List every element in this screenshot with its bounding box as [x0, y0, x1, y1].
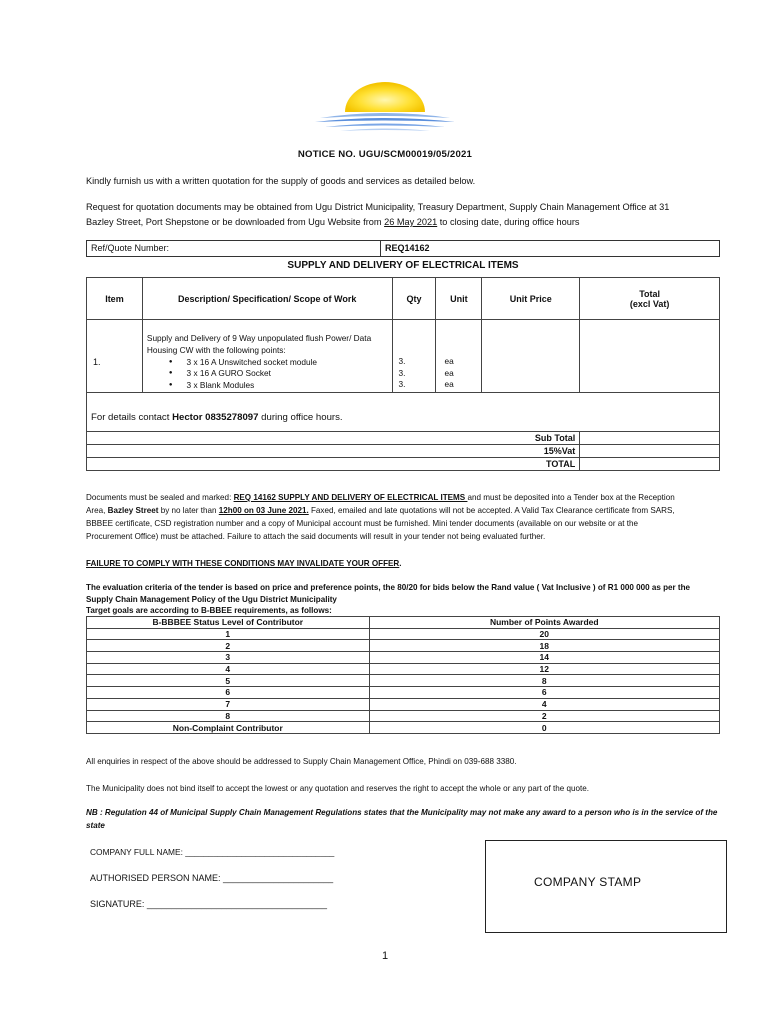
- bbbee-points: 4: [369, 698, 719, 710]
- header-total-line2: (excl Vat): [629, 298, 670, 309]
- vat-value: [580, 444, 720, 457]
- enquiries-text: All enquiries in respect of the above should be addressed to Supply Chain Management Office, Phindi on 039-688 3380.: [86, 757, 517, 766]
- bbbee-header-level: B-BBBEE Status Level of Contributor: [87, 617, 370, 629]
- row-total: [580, 320, 720, 393]
- company-stamp-label: COMPANY STAMP: [534, 875, 642, 889]
- bbbee-level: 5: [87, 675, 370, 687]
- table-row: [87, 698, 720, 710]
- nb-line-1: NB : Regulation 44 of Municipal Supply Chain Management Regulations states that the Municipality may not make any award to a person who is in the service of the: [86, 808, 718, 817]
- request-line-2-post: to closing date, during office hours: [437, 217, 580, 227]
- row-unit: [436, 320, 482, 393]
- list-item: ● 3 x 16 A GURO Socket: [169, 368, 392, 380]
- bbbee-level: Non-Complaint Contributor: [87, 722, 370, 734]
- unit-value: ea: [444, 355, 454, 366]
- evaluation-text: [86, 582, 726, 617]
- table-row: [87, 675, 720, 687]
- documents-line-1: [86, 491, 726, 504]
- bbbee-points: 6: [369, 687, 719, 699]
- nb-line-2: state: [86, 821, 105, 830]
- bbbee-table: [86, 616, 720, 734]
- subtotal-value: [580, 431, 720, 444]
- documents-deadline: 12h00 on 03 June 2021.: [218, 506, 309, 515]
- details-cell: [87, 392, 720, 431]
- company-stamp-box: [485, 840, 727, 933]
- bbbee-header-points: Number of Points Awarded: [369, 617, 719, 629]
- desc-line-1: Supply and Delivery of 9 Way unpopulated flush Power/ Data: [146, 333, 372, 343]
- row-unit-price: [482, 320, 580, 393]
- bbbee-level: 4: [87, 663, 370, 675]
- table-header-row: [87, 278, 720, 320]
- documents-line-2: [86, 504, 726, 517]
- evaluation-line-3: Target goals are according to B-BBEE requirements, as follows:: [86, 606, 332, 615]
- quotation-table: [86, 277, 720, 471]
- bbbee-points: 18: [369, 640, 719, 652]
- bbbee-level: 6: [87, 687, 370, 699]
- documents-l2-mid: by no later than: [158, 506, 219, 515]
- documents-l1-pre: Documents must be sealed and marked:: [86, 493, 234, 502]
- bbbee-level: 2: [87, 640, 370, 652]
- row-qty: [392, 320, 436, 393]
- documents-l2-pre: Area,: [86, 506, 108, 515]
- company-name-field: COMPANY FULL NAME: ________________________________: [90, 847, 335, 857]
- header-description: Description/ Specification/ Scope of Work: [142, 278, 392, 320]
- subtotal-label: Sub Total: [87, 431, 580, 444]
- documents-text: [86, 491, 726, 543]
- documents-line-3: BBBEE certificate, CSD registration number and a copy of Municipal account must be furnished. Mini tender documents (available on our website or at the: [86, 519, 639, 528]
- total-label: TOTAL: [87, 457, 580, 470]
- request-text: [86, 200, 726, 230]
- request-date: 26 May 2021: [384, 217, 438, 227]
- failure-text: FAILURE TO COMPLY WITH THESE CONDITIONS MAY INVALIDATE YOUR OFFER: [86, 559, 400, 568]
- bbbee-points: 14: [369, 652, 719, 664]
- nb-regulation-text: [86, 806, 726, 832]
- ref-quote-box: [86, 240, 720, 257]
- qty-value: 3.: [398, 367, 406, 378]
- documents-l1-post: and must be deposited into a Tender box at the Reception: [467, 493, 675, 502]
- request-line-1: Request for quotation documents may be obtained from Ugu District Municipality, Treasury Department, Supply Chain Management Office at 31: [86, 202, 670, 212]
- qty-value: 3.: [398, 379, 406, 390]
- authorised-person-field: AUTHORISED PERSON NAME: ______________________: [90, 873, 334, 883]
- request-line-2: [86, 215, 726, 230]
- vat-row: [87, 444, 720, 457]
- supply-title: SUPPLY AND DELIVERY OF ELECTRICAL ITEMS: [287, 260, 519, 271]
- bbbee-level: 7: [87, 698, 370, 710]
- header-unit: Unit: [436, 278, 482, 320]
- details-pre: For details contact: [91, 412, 173, 424]
- page-number: 1: [381, 950, 389, 962]
- table-row: [87, 710, 720, 722]
- unit-value: ea: [444, 379, 454, 390]
- header-qty: Qty: [392, 278, 436, 320]
- table-row: [87, 722, 720, 734]
- header-total-line1: Total: [639, 288, 661, 299]
- list-item: ● 3 x Blank Modules: [169, 380, 392, 392]
- ref-label: Ref/Quote Number:: [87, 241, 381, 256]
- table-row: [87, 663, 720, 675]
- documents-street: Bazley Street: [107, 506, 159, 515]
- documents-reference: REQ 14162 SUPPLY AND DELIVERY OF ELECTRICAL ITEMS: [233, 493, 468, 502]
- table-row: [87, 652, 720, 664]
- table-row: [87, 320, 720, 393]
- bbbee-points: 2: [369, 710, 719, 722]
- bbbee-points: 8: [369, 675, 719, 687]
- desc-bullets: [147, 357, 392, 392]
- bbbee-header-row: [87, 617, 720, 629]
- details-contact: Hector 0835278097: [172, 412, 259, 424]
- signature-field: SIGNATURE: ____________________________________: [90, 899, 328, 909]
- subtotal-row: [87, 431, 720, 444]
- details-post: during office hours.: [258, 412, 343, 424]
- total-value: [580, 457, 720, 470]
- evaluation-line-2: Supply Chain Management Policy of the Ugu District Municipality: [86, 594, 337, 604]
- bbbee-points: 12: [369, 663, 719, 675]
- bbbee-level: 1: [87, 628, 370, 640]
- row-item: 1.: [87, 320, 143, 393]
- ref-value: REQ14162: [385, 243, 430, 253]
- unit-value: ea: [444, 367, 454, 378]
- table-row: [87, 687, 720, 699]
- details-row: [87, 392, 720, 431]
- total-row: [87, 457, 720, 470]
- bbbee-points: 20: [369, 628, 719, 640]
- request-line-2-pre: Bazley Street, Port Shepstone or be downloaded from Ugu Website from: [86, 217, 385, 227]
- table-row: [87, 640, 720, 652]
- municipality-logo: [315, 78, 455, 136]
- list-item: ● 3 x 16 A Unswitched socket module: [169, 357, 392, 369]
- header-item: Item: [87, 278, 143, 320]
- header-unit-price: Unit Price: [482, 278, 580, 320]
- evaluation-line-1: The evaluation criteria of the tender is based on price and preference points, the 80/20 for bids below the Rand value ( Vat Inclusive ) of R1 000 000 as per the: [86, 583, 691, 592]
- desc-line-2: Housing CW with the following points:: [146, 344, 286, 355]
- notice-title: NOTICE NO. UGU/SCM00019/05/2021: [297, 149, 473, 160]
- row-description: [142, 320, 392, 393]
- bbbee-points: 0: [369, 722, 719, 734]
- bbbee-level: 8: [87, 710, 370, 722]
- intro-text: Kindly furnish us with a written quotation for the supply of goods and services as detailed below.: [86, 176, 476, 186]
- table-row: [87, 628, 720, 640]
- header-total: [580, 278, 720, 320]
- bbbee-level: 3: [87, 652, 370, 664]
- documents-l2-post: Faxed, emailed and late quotations will not be accepted. A Valid Tax Clearance certificate from SARS,: [308, 506, 675, 515]
- failure-warning: FAILURE TO COMPLY WITH THESE CONDITIONS MAY INVALIDATE YOUR OFFER.: [86, 559, 402, 568]
- qty-value: 3.: [398, 355, 406, 366]
- no-bind-text: The Municipality does not bind itself to accept the lowest or any quotation and reserves the right to accept the whole or any part of the quote.: [86, 784, 590, 793]
- documents-line-4: Procurement Office) must be attached. Failure to attach the said documents will result in your tender not being evaluated further.: [86, 532, 546, 541]
- vat-label: 15%Vat: [87, 444, 580, 457]
